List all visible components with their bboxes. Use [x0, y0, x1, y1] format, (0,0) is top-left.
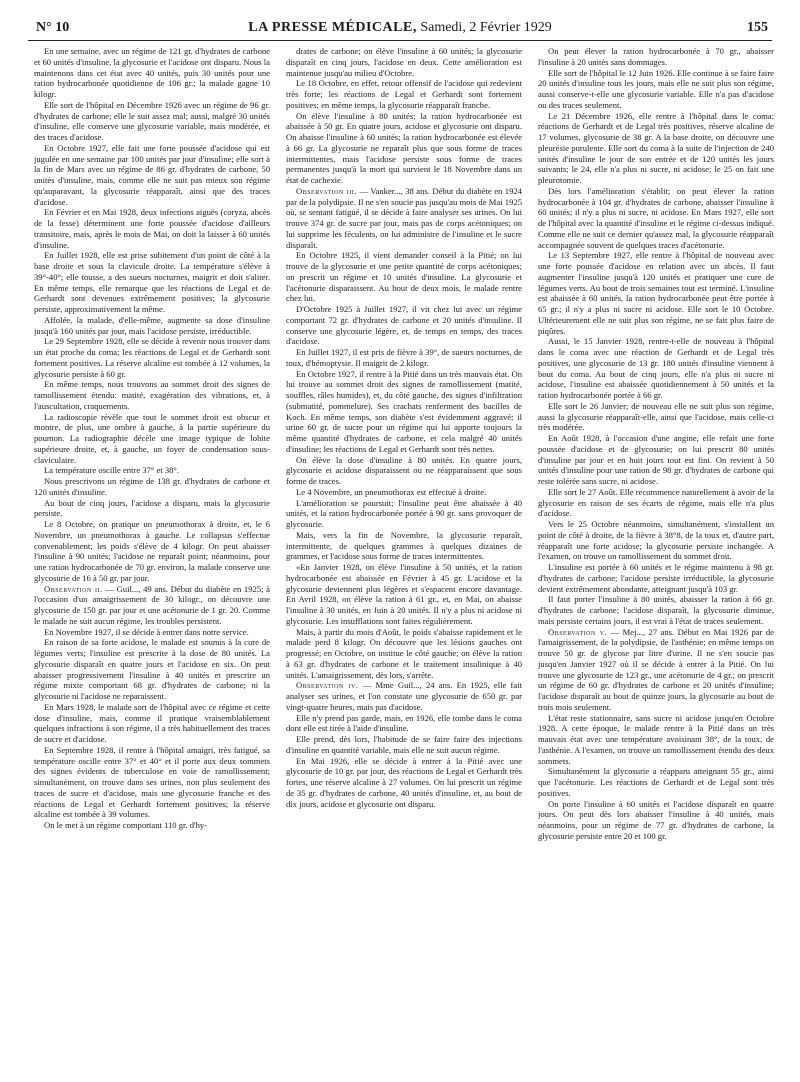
paragraph: La radioscopie révèle que tout le sommet droit est obscur et montre, de plus, une ombre à gauche, à la partie supérieure du poumon. La radiographie décèle une image typique de lobite supérieure droite, et, à gauche, un foyer de condensation sous-claviculaire.: [34, 411, 270, 465]
observation-heading: Observation v.: [548, 626, 608, 637]
paragraph: Elle sort le 27 Août. Elle recommence naturellement à avoir de la glycosurie en raison de ses écarts de régime, mais elle n'a plus d'acidose.: [538, 486, 774, 519]
paragraph: On peut élever la ration hydrocarbonée à 70 gr., abaisser l'insuline à 20 unités sans dommages.: [538, 46, 774, 67]
paragraph: En Juillet 1927, il est pris de fièvre à 39°, de sueurs nocturnes, de toux, d'hémoptysie. Il maigrit de 2 kilogr.: [286, 347, 522, 368]
column-middle: [286, 46, 522, 1072]
paragraph: Observation v. — Mej..., 27 ans. Début en Mai 1926 par de l'amaigrissement, de la polydipsie, de l'asthénie; en même temps on trouve 50 gr. de glycose par litre d'urine. Il ne s'en soucie pas jusqu'en Janvier 1927 où il se décide à entrer à la Pitié. On lui trouve une glycosurie de 123 gr., une acétonurie de 4 gr.; on prescrit un régime de 60 gr. d'hydrates de carbone et 20 unités d'insuline; l'acidose disparaît au bout de quinze jours, la glycosurie au bout de trois mois seulement.: [538, 626, 774, 712]
paragraph: On élève la dose d'insuline à 80 unités. En quatre jours, glycosurie et acidose disparaissent ou ne réapparaissent que sous forme de traces.: [286, 454, 522, 486]
paragraph: En Mai 1926, elle se décide à entrer à la Pitié avec une glycosurie de 10 gr. par jour, des réactions de Legal et Gerhardt très fortes, une réserve alcaline à 27 volumes. On lui prescrit un régime de 35 gr. d'hydrates de carbone, 40 unités d'insuline, et, au bout de dix jours, acidose et glycosurie ont disparu.: [286, 755, 522, 809]
paragraph: drates de carbone; on élève l'insuline à 60 unités; la glycosurie disparaît en cinq jours, l'acidose en deux. Cette amélioration est maintenue jusqu'au milieu d'Octobre.: [286, 46, 522, 78]
running-title: [28, 20, 772, 36]
observation-heading: Observation iv.: [296, 680, 359, 691]
paragraph: On élève l'insuline à 80 unités; la ration hydrocarbonée est abaissée à 50 gr. En quatre jours, acidose et glycosurie ont disparu. On abaisse l'insuline à 60 unités; la ration hydrocarbonée est élevée à 66 gr. La glycosurie ne reparaît plus que sous forme de traces intermittentes, mais l'acidose persiste sous forme de traces permanentes jusqu'à la mort qui survient le 18 Novembre dans un état de cachexie.: [286, 110, 522, 185]
paragraph: En Février et en Mai 1928, deux infections aiguës (coryza, abcès de la fesse) déterminent une forte poussée d'acidose d'ailleurs transitoire, mais, après le mois de Mai, on doit la laisser à 60 unités d'insuline.: [34, 207, 270, 250]
paragraph: La température oscille entre 37° et 38°.: [44, 465, 180, 476]
journal-name: LA PRESSE MÉDICALE,: [248, 20, 417, 35]
paragraph: Elle sort le 26 Janvier; de nouveau elle ne suit plus son régime, aussi la glycosurie réapparaît-elle, ainsi que l'acidose, mais celle-ci très modérée.: [538, 400, 774, 433]
paragraph: En Octobre 1925, il vient demander conseil à la Pitié; on lui trouve de la glycosurie et une petite quantité de corps acétoniques; on prescrit un régime et 10 unités d'insuline. La glycosurie et l'acétonurie disparaissent. Au bout de deux mois, le malade rentre chez lui.: [286, 250, 522, 304]
paragraph: Elle sort de l'hôpital en Décembre 1926 avec un régime de 96 gr. d'hydrates de carbone; elle le suit assez mal; aussi, malgré 30 unités d'insuline, elle conserve une glycosurie variable, mais modérée, et des traces d'acidose.: [34, 99, 270, 142]
paragraph: Elle sort de l'hôpital le 12 Juin 1926. Elle continue à se faire faire 20 unités d'insuline tous les jours, mais elle ne suit plus son régime, aussi conserve-t-elle une glycosurie variable. Elle n'a pas d'acidose ou des traces seulement.: [538, 67, 774, 110]
column-right: [538, 46, 774, 1072]
paragraph: Simultanément la glycosurie a réapparu atteignant 55 gr., ainsi que l'acétonurie. Les réactions de Gerhardt et de Legal sont très positives.: [538, 766, 774, 798]
paragraph: En une semaine, avec un régime de 121 gr. d'hydrates de carbone et 60 unités d'insuline, la glycosurie et l'acidose ont disparu. Nous la maintenons dans cet état avec 40 unités, puis 30 unités pour une ration hydrocarbonée quotidienne de 106 gr.; la malade gagne 10 kilogr.: [34, 46, 270, 99]
paragraph: En raison de sa forte acidose, le malade est soumis à la cure de légumes verts; l'insuline est prescrite à la dose de 80 unités. La glycosurie disparaît en quatre jours et l'acidose en six. On peut abaisser progressivement l'insuline à 40 unités et prescrire un régime mixte comportant 68 gr. d'hydrates de carbone; ni la glycosurie ni l'acidose ne reparaissent.: [34, 637, 270, 701]
paragraph: Elle n'y prend pas garde, mais, en 1926, elle tombe dans le coma dont elle est tirée à l'aide d'insuline.: [286, 712, 522, 734]
paragraph: Le 4 Novembre, un pneumothorax est effectué à droite.: [296, 486, 487, 497]
paragraph: En Juillet 1928, elle est prise subitement d'un point de côté à la base droite et sous la clavicule droite. La température s'élève à 39°-40°; elle tousse, a des sueurs nocturnes, maigrit et doit s'aliter. En même temps, elle remarque que les réactions de Legal et de Gerhardt sont devenues extrêmement positives; la glycosurie persiste, approximativement la même.: [34, 250, 270, 314]
article-body: [34, 46, 774, 1072]
paragraph: Affolée, la malade, d'elle-même, augmente sa dose d'insuline jusqu'à 160 unités par jour, mais l'acidose persiste, irréductible.: [34, 314, 270, 336]
issue-date: Samedi, 2 Février 1929: [420, 20, 552, 35]
paragraph: En Octobre 1927, elle fait une forte poussée d'acidose qui est jugulée en une semaine par 100 unités par jour d'insuline; elle sort à la fin de Mars avec un régime de 86 gr. d'hydrates de carbone, 50 unités d'insuline, mais, comme elle ne suit pas mieux son régime qu'auparavant, la glycosurie réapparaît, ainsi que des traces d'acidose.: [34, 142, 270, 207]
paragraph: Le 21 Décembre 1926, elle rentre à l'hôpital dans le coma: réactions de Gerhardt et de Legal très positives, réserve alcaline de 17 volumes, glycosurie de 38 gr. A la base droite, on découvre une pleurésie purulente. Elle sort du coma à la suite de l'injection de 240 unités d'insuline le jour de son entrée et de 120 unités les jours suivants; le 24, elle n'a plus ni sucre, ni acidose; le 25 on fait une pleurotomie.: [538, 110, 774, 185]
paragraph: Au bout de cinq jours, l'acidose a disparu, mais la glycosurie persiste.: [34, 497, 270, 519]
paragraph: Le 18 Octobre, en effet, retour offensif de l'acidose qui redevient très forte; les réactions de Legal et Gerhardt sont fortement positives; en même temps, la glycosurie réapparaît franche.: [286, 78, 522, 110]
paragraph: En même temps, nous trouvons au sommet droit des signes de ramollissement étendu: matité, exagération des vibrations, et, à l'auscultation, craquements.: [34, 379, 270, 411]
observation-heading: Observation ii.: [44, 583, 103, 594]
issue-number: N° 10: [36, 20, 70, 35]
paragraph: Mais, à partir du mois d'Août, le poids s'abaisse rapidement et le malade perd 8 kilogr. On découvre que les lésions gauches ont progressé; en Octobre, on institue le côté gauche; on élève la ration à 63 gr. d'hydrates de carbone et le traitement insulinique à 40 unités. L'amaigrissement, dès lors, s'arrête.: [286, 626, 522, 680]
paragraph: Il faut porter l'insuline à 80 unités, abaisser la ration à 66 gr. d'hydrates de carbone; l'acidose disparaît, la glycosurie diminue, mais persiste certains jours, il est vrai à l'état de traces seulement.: [538, 594, 774, 626]
paragraph: Nous prescrivons un régime de 138 gr. d'hydrates de carbone et 120 unités d'insuline.: [34, 476, 270, 497]
paragraph: En Novembre 1927, il se décide à entrer dans notre service.: [44, 626, 249, 637]
paragraph: Le 29 Septembre 1928, elle se décide à revenir nous trouver dans un état proche du coma; les réactions de Legal et de Gerhardt sont fortement positives. La réserve alcaline est tombée à 12 volumes, la glycosurie persiste à 60 gr.: [34, 336, 270, 379]
paragraph: Dès lors l'amélioration s'établit; on peut élever la ration hydrocarbonée à 104 gr. d'hydrates de carbone, abaisser l'insuline à 60 unités; il n'y a plus ni sucre, ni acidose. En Mars 1927, elle sort de l'hôpital avec la quantité d'insuline et le régime ci-dessus indiqué. Comme elle ne suit ce dernier qu'assez mal, la glycosurie réapparaît accompagnée souvent de quelques traces d'acétonurie.: [538, 185, 774, 250]
paragraph: L'amélioration se poursuit; l'insuline peut être abaissée à 40 unités, et la ration hydrocarbonée portée à 90 gr. sans provoquer de glycosurie.: [286, 497, 522, 529]
paragraph: Observation iii. — Vanker..., 38 ans. Début du diabète en 1924 par de la polydipsie. Il ne s'en soucie pas jusqu'au mois de Mai 1925 où, se sentant fatigué, il se décide à faire analyser ses urines. On lui trouve 374 gr. de sucre par jour, mais pas de corps acétoniques; on lui supprime les féculents, on lui administre de l'insuline et le sucre disparaît.: [286, 185, 522, 250]
paragraph: En Septembre 1928, il rentre à l'hôpital amaigri, très fatigué, sa température oscille entre 37° et 40° et il porte aux deux sommets des signes évidents de tuberculose en voie de ramollissement; simultanément, on trouve dans ses urines, non plus seulement des traces de sucre et d'acidose, mais une glycosurie franche et des réactions de Legal et Gerhardt fortement positives; la réserve alcaline est tombée à 39 volumes.: [34, 744, 270, 820]
paragraph: Le 13 Septembre 1927, elle rentre à l'hôpital de nouveau avec une forte poussée d'acidose en relation avec un abcès. Il faut augmenter l'insuline jusqu'à 120 unités et pratiquer une cure de légumes verts. Au bout de trois semaines tout est terminé. L'insuline est abaissée à 60 unités, la ration hydrocarbonée peut être portée à 65 gr.; il n'y a plus ni sucre ni acidose. Elle sort le 10 Octobre. Ultérieurement elle ne suit plus son régime, ne se fait plus faire de piqûres.: [538, 250, 774, 336]
column-left: [34, 46, 270, 1072]
paragraph: On le met à un régime comportant 110 gr. d'hy-: [44, 820, 208, 830]
paragraph: En Mars 1928, le malade sort de l'hôpital avec ce régime et cette dose d'insuline, mais, comme il pratique vraisemblablement quelques infractions à son régime, il a très habituellement des traces de sucre et d'acidose.: [34, 701, 270, 744]
paragraph: L'état reste stationnaire, sans sucre ni acidose jusqu'en Octobre 1928. A cette époque, le malade rentre à la Pitié dans un très mauvais état avec une température avoisinant 38°, de la toux, de l'asthénie. A l'examen, on trouve un ramollissement étendu des deux sommets.: [538, 712, 774, 766]
paragraph: «En Janvier 1928, on élève l'insuline à 50 unités, et la ration hydrocarbonée est abaissée en Février à 45 gr. L'acidose et la glycosurie deviennent plus légères et s'espacent encore davantage. En Avril 1928, on élève la ration à 61 gr., et, en Mai, on abaisse l'insuline à 30 unités, en Juin à 20 unités. Il n'y a plus ni acidose ni glycosurie. Les insufflations sont faites régulièrement.: [286, 562, 522, 626]
paragraph: D'Octobre 1925 à Juillet 1927, il vit chez lui avec un régime comportant 72 gr. d'hydrates de carbone et 20 unités d'insuline. Il conserve une glycosurie légère, et, de temps en temps, des traces d'acidose.: [286, 304, 522, 347]
paragraph: Le 8 Octobre, on pratique un pneumothorax à droite, et, le 6 Novembre, un pneumothorax à gauche. Le collapsus s'effectue convenablement; les poids s'élève de 4 kilogr. On peut abaisser l'insuline à 90 unités; l'acidose ne reparaît point; néanmoins, pour une ration hydrocarbonée de 70 gr. environ, la malade conserve une glycosurie de 16 à 50 gr. par jour.: [34, 519, 270, 583]
paragraph: En Octobre 1927, il rentre à la Pitié dans un très mauvais état. On lui trouve au sommet droit des signes de ramollissement (matité, souffles, râles humides), et, du côté gauche, des signes d'infiltration (submatité, pommelure). Ses crachats renferment des bacilles de Koch. En même temps, son diabète s'est évidemment aggravé; il urine 60 gr. de sucre pour un régime qui lui apporte toujours la même quantité d'hydrates de carbone, et cela malgré 40 unités d'insuline; les réactions de Legal et Gerhardt sont très nettes.: [286, 368, 522, 454]
paragraph: On porte l'insuline à 60 unités et l'acidose disparaît en quatre jours. On peut dès lors abaisser l'insuline à 40 unités, mais néanmoins, pour un régime de 77 gr. d'hydrates de carbone, la glycosurie persiste entre 20 et 100 gr.: [538, 798, 774, 841]
paragraph: Observation iv. — Mme Guil..., 24 ans. En 1925, elle fait analyser ses urines, et l'on constate une glycosurie de 650 gr. par vingt-quatre heures, mais pas d'acidose.: [286, 680, 522, 712]
paragraph: En Août 1928, à l'occasion d'une angine, elle refait une forte poussée d'acidose et de glycosurie; on lui prescrit 80 unités d'insuline par jour et en huit jours tout est fini. On revient à 50 unités d'insuline pour une ration de 98 gr. d'hydrates de carbone qui reste tolérée sans sucre, ni acidose.: [538, 433, 774, 486]
page-number: 155: [747, 20, 768, 35]
paragraph: Vers le 25 Octobre néanmoins, simultanément, s'installent un point de côté à droite, de la fièvre à 38°8, de la toux et, d'autre part, réapparaît une forte acidose; la glycosurie persiste inchangée. A l'examen, on trouve un ramollissement du sommet droit.: [538, 519, 774, 562]
paragraph: Elle prend, dès lors, l'habitude de se faire faire des injections d'insuline en quantité variable, mais elle ne suit aucun régime.: [286, 734, 522, 755]
paragraph: Aussi, le 15 Janvier 1928, rentre-t-elle de nouveau à l'hôpital dans le coma avec une réaction de Gerhardt et de Legal très positives, une glycosurie de 13 gr. 180 unités d'insuline viennent à bout du coma. Au bout de cinq jours, elle n'a plus ni sucre ni acidose, l'insuline est abaissée quotidiennement à 50 unités et la ration hydrocarbonée portée à 66 gr.: [538, 336, 774, 400]
paragraph: Mais, vers la fin de Novembre, la glycosurie reparaît, intermittente, de quelques grammes à quelques dizaines de grammes, et l'acidose sous forme de traces intermittentes.: [286, 529, 522, 562]
paragraph: Observation ii. — Guil..., 49 ans. Début du diabète en 1925; à l'occasion d'un amaigrissement de 30 kilogr., on découvre une glycosurie de 150 gr. par jour et une acétonurie de 1 gr. 20. Comme le malade ne suit aucun régime, les troubles persistent.: [34, 583, 270, 626]
paragraph: L'insuline est portée à 60 unités et le régime maintenu à 98 gr. d'hydrates de carbone; l'acidose persiste irréductible, la glycosurie devient extrêmement abondante, atteignant jusqu'à 103 gr.: [538, 562, 774, 594]
observation-heading: Observation iii.: [296, 185, 357, 196]
page-header: [28, 18, 772, 41]
